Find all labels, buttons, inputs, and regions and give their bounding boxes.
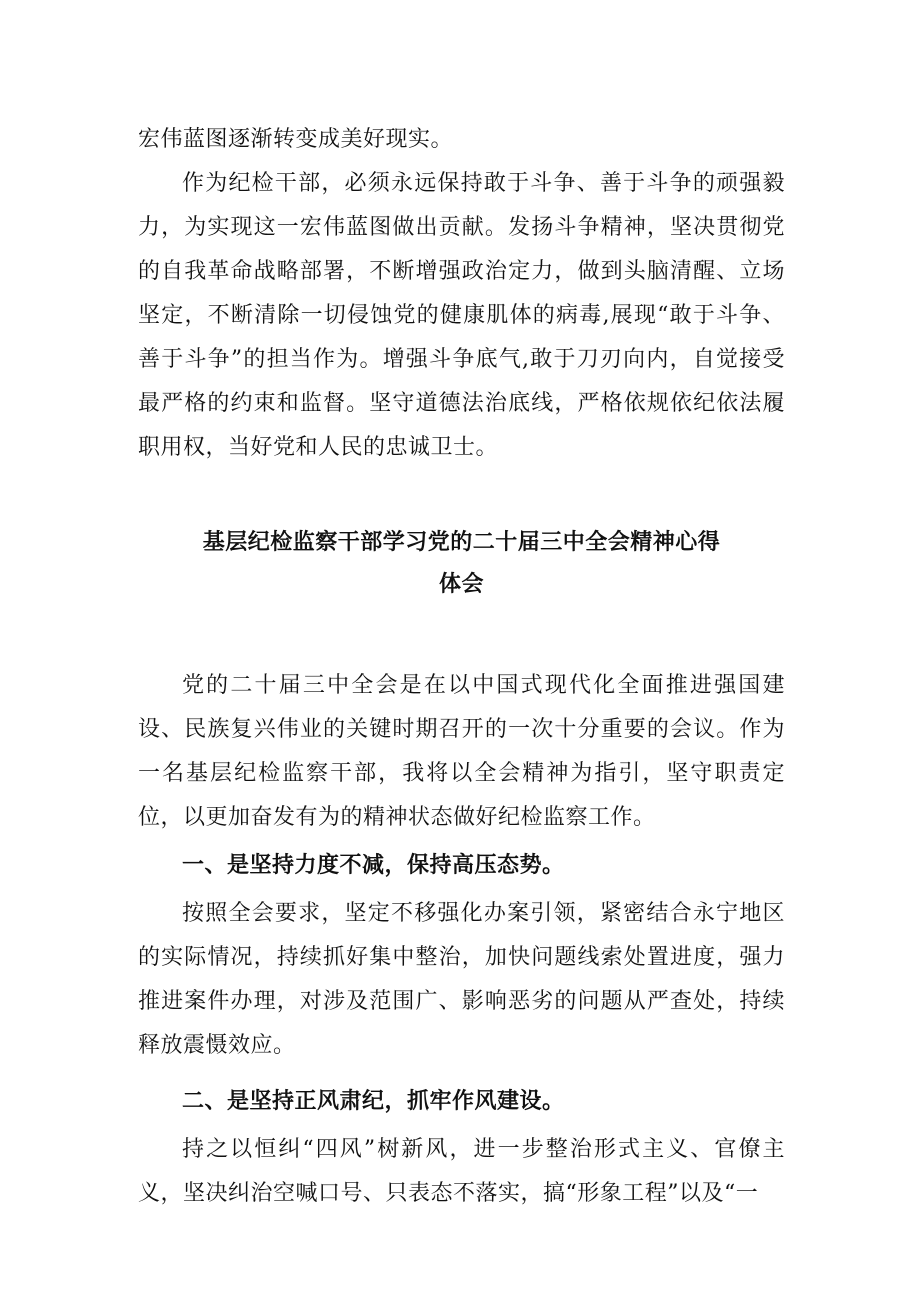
article-title-line-1: 基层纪检监察干部学习党的二十届三中全会精神心得 [202, 530, 721, 555]
intro-paragraph: 党的二十届三中全会是在以中国式现代化全面推进强国建设、民族复兴伟业的关键时期召开的一次十分重要的会议。作为一名基层纪检监察干部，我将以全会精神为指引，坚守职责定位，以更加奋发有为的精神状态做好纪检监察工作。 [138, 673, 785, 830]
article-title [138, 522, 785, 606]
title-spacer [138, 606, 785, 664]
section-2-body: 持之以恒纠“四风”树新风，进一步整治形式主义、官僚主义，坚决纠治空喊口号、只表态不落实，搞“形象工程”以及“一 [138, 1137, 785, 1206]
section-1-body: 按照全会要求，坚定不移强化办案引领，紧密结合永宁地区的实际情况，持续抓好集中整治，加快问题线索处置进度，强力推进案件办理，对涉及范围广、影响恶劣的问题从严查处，持续释放震慑效应。 [138, 901, 785, 1058]
section-1-heading: 一、是坚持力度不减，保持高压态势。 [182, 853, 565, 878]
section-gap [138, 1068, 785, 1076]
section-2-heading: 二、是坚持正风肃纪，抓牢作风建设。 [182, 1089, 565, 1114]
discipline-cadre-paragraph: 作为纪检干部，必须永远保持敢于斗争、善于斗争的顽强毅力，为实现这一宏伟蓝图做出贡献。发扬斗争精神，坚决贯彻党的自我革命战略部署，不断增强政治定力，做到头脑清醒、立场坚定，不断清除一切侵蚀党的健康肌体的病毒,展现“敢于斗争、善于斗争”的担当作为。增强斗争底气,敢于刀刃向内，自觉接受最严格的约束和监督。坚守道德法治底线，严格依规依纪依法履职用权，当好党和人民的忠诚卫士。 [138, 171, 785, 460]
continuation-paragraph: 宏伟蓝图逐渐转变成美好现实。 [138, 127, 454, 152]
article-title-line-2: 体会 [438, 572, 484, 597]
